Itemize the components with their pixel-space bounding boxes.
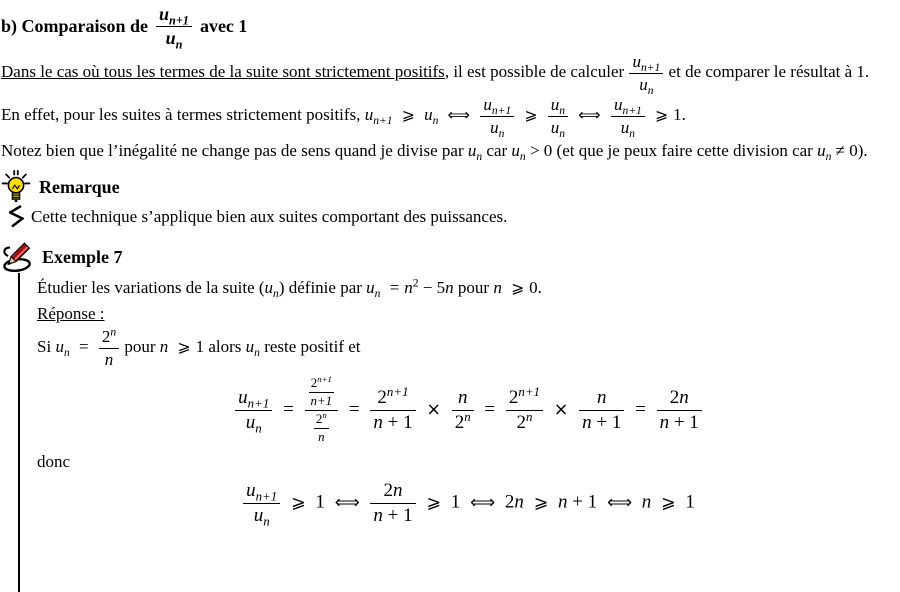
- fraction-denominator: [243, 504, 280, 527]
- math-sub: n: [374, 287, 381, 301]
- text-run: car: [486, 140, 508, 160]
- math-sub: n: [647, 83, 654, 97]
- remark-text: Cette technique s’applique bien aux suites comportant des puissances.: [31, 207, 508, 227]
- math-num: 2: [669, 387, 680, 409]
- equals-symbol: =: [348, 399, 360, 421]
- math-num: 2: [508, 387, 519, 409]
- math-num: + 1: [567, 492, 598, 514]
- red-pencil-icon: [1, 241, 34, 273]
- bulb-glass: [8, 178, 23, 193]
- fraction-u-ratio: [234, 387, 273, 434]
- math-var: u: [364, 105, 374, 125]
- math-var: u: [366, 278, 375, 298]
- math-num: + 1: [669, 412, 699, 434]
- math-num: 1: [685, 492, 695, 514]
- fraction-u-ratio: [610, 95, 646, 141]
- math-sup: n: [464, 409, 471, 425]
- math-var: n: [159, 337, 169, 357]
- math-var: u: [238, 387, 248, 409]
- iff-arrow: ⟺: [447, 105, 471, 125]
- math-var: u: [511, 140, 520, 160]
- bulb-base: [12, 193, 19, 199]
- text-run: En effet, pour les suites à termes strictement positifs,: [1, 105, 361, 125]
- fraction-nested: [304, 376, 340, 444]
- math-var: n+1: [310, 393, 333, 409]
- fraction-result: [656, 387, 703, 434]
- fraction-denominator: [548, 117, 568, 141]
- math-sub: n: [629, 127, 635, 141]
- math-num: 1: [315, 492, 325, 514]
- math-sub: n: [63, 346, 70, 360]
- paragraph-intro: [1, 52, 900, 97]
- math-var: u: [253, 505, 264, 527]
- math-num: 2: [377, 387, 387, 409]
- fraction: [451, 387, 475, 434]
- math-var: n: [641, 492, 652, 514]
- underlined-reponse: Réponse :: [37, 303, 105, 323]
- fraction: [369, 480, 416, 527]
- fraction-u-ratio: [242, 480, 281, 527]
- text-run: pour: [124, 337, 156, 357]
- math-sub: n: [519, 149, 526, 163]
- iff-arrow: ⟺: [470, 493, 496, 514]
- math-var: u: [483, 95, 492, 115]
- fraction-denominator: [579, 411, 624, 434]
- math-num: 2: [101, 327, 111, 347]
- math-sub: n: [559, 127, 566, 141]
- math-num: 2: [454, 412, 465, 434]
- math-var: n: [318, 429, 325, 445]
- times-symbol: ×: [553, 400, 569, 421]
- math-sub: n+1: [491, 104, 512, 118]
- math-num: + 1: [591, 412, 622, 434]
- math-var: u: [55, 337, 64, 357]
- times-symbol: ×: [426, 400, 441, 421]
- math-var: u: [817, 140, 826, 160]
- fraction-denominator: [99, 349, 119, 370]
- math-var: u: [639, 74, 648, 94]
- math-num: 2: [504, 492, 515, 514]
- math-sup: 2: [412, 277, 419, 291]
- math-sub: n: [476, 149, 483, 163]
- math-var: u: [632, 52, 641, 72]
- math-sub: n+1: [169, 13, 189, 28]
- math-sub: n: [175, 36, 183, 51]
- math-var: u: [159, 4, 170, 24]
- equals-symbol: =: [389, 278, 400, 298]
- math-var: n: [557, 492, 568, 514]
- iff-arrow: ⟺: [606, 493, 632, 514]
- math-var: n: [457, 387, 468, 409]
- geq-symbol: ⩾: [533, 493, 549, 514]
- title-suffix: avec 1: [199, 15, 248, 36]
- equals-symbol: =: [78, 337, 89, 357]
- fraction-u-ratio: [479, 95, 515, 141]
- text-run: Étudier les variations de la suite (: [37, 278, 265, 298]
- text-run: , il est possible de calculer: [444, 62, 625, 82]
- example-heading-label: Exemple 7: [42, 247, 123, 268]
- fraction: [578, 387, 625, 434]
- fraction-denominator: [235, 411, 272, 434]
- fraction-2n-over-n: [98, 327, 120, 369]
- formula-conclusion: [37, 480, 900, 527]
- text-run: reste positif et: [264, 337, 361, 357]
- math-sub: n: [273, 287, 279, 301]
- fraction-numerator: [629, 52, 663, 74]
- fraction-numerator: [452, 387, 474, 411]
- math-var: n: [493, 278, 502, 298]
- math-sub: n+1: [622, 104, 642, 118]
- math-var: u: [245, 412, 256, 434]
- fraction-denominator: [611, 117, 645, 141]
- math-var: u: [550, 95, 560, 115]
- geq-symbol: ⩾: [426, 493, 442, 514]
- equals-symbol: =: [484, 399, 496, 421]
- reponse-label: [37, 302, 900, 325]
- fraction-denominator: [506, 411, 543, 434]
- paragraph-en-effet: [1, 95, 900, 141]
- math-var: u: [467, 140, 477, 160]
- math-var: u: [613, 95, 623, 115]
- example-heading: [1, 241, 900, 273]
- math-var: u: [424, 105, 433, 125]
- math-num: 1: [450, 492, 461, 514]
- math-sub: n: [825, 149, 832, 163]
- fraction: [369, 384, 416, 434]
- remark-icon-slot: [1, 205, 31, 228]
- fraction-denominator: [156, 27, 192, 49]
- math-sup: n: [322, 410, 327, 421]
- math-var: n: [597, 387, 607, 409]
- title-prefix: b) Comparaison de: [1, 15, 149, 36]
- math-num: 2: [315, 411, 323, 427]
- example-body: [18, 273, 900, 592]
- iff-arrow: ⟺: [334, 493, 360, 514]
- math-sup: n+1: [386, 384, 409, 400]
- fraction-u-ratio: [628, 52, 664, 97]
- geq-symbol: ⩾: [655, 105, 669, 125]
- math-sup: n+1: [518, 384, 541, 400]
- geq-symbol: ⩾: [290, 493, 306, 514]
- remark-heading: [1, 170, 900, 204]
- fraction-mini: [313, 412, 330, 445]
- fraction-numerator: [314, 412, 329, 429]
- text-run: Si: [37, 337, 52, 357]
- math-sub: n: [498, 127, 505, 141]
- math-var: n: [104, 349, 114, 369]
- fraction: [505, 384, 544, 434]
- fraction-denominator: [370, 411, 415, 434]
- text-run: ) définie par: [278, 278, 362, 298]
- math-sub: n: [559, 104, 566, 118]
- fraction-numerator: [480, 95, 514, 117]
- swoosh-top: [4, 248, 10, 256]
- math-var: u: [620, 118, 630, 138]
- fraction-numerator: [657, 387, 702, 411]
- math-sup: n: [525, 409, 533, 425]
- math-num: 2: [516, 412, 526, 434]
- fraction-numerator: [305, 376, 339, 411]
- geq-symbol: ⩾: [660, 493, 676, 514]
- zigzag-icon: [9, 205, 24, 228]
- example-section: [1, 241, 900, 592]
- underlined-statement: Dans le cas où tous les termes de la suite sont strictement positifs: [1, 62, 445, 82]
- fraction-denominator: [629, 74, 663, 95]
- text-run: ≠ 0).: [835, 140, 868, 160]
- math-sub: n: [254, 346, 260, 360]
- math-sup: n: [110, 326, 117, 340]
- equals-symbol: =: [283, 399, 294, 421]
- math-num: + 1: [382, 412, 413, 434]
- math-num: 2: [310, 375, 318, 391]
- text-run: 0.: [529, 278, 542, 298]
- math-var: u: [264, 278, 274, 298]
- equals-symbol: =: [635, 399, 646, 421]
- math-var: n: [373, 505, 383, 527]
- text-run: pour: [457, 278, 490, 298]
- fraction-numerator: [99, 327, 119, 349]
- fraction-numerator: [506, 384, 543, 411]
- text-run: et de comparer le résultat à 1.: [668, 62, 870, 82]
- fraction-numerator: [370, 384, 415, 411]
- fraction-numerator: [611, 95, 645, 117]
- text-run: 1.: [673, 105, 686, 125]
- math-sub: n: [432, 114, 439, 128]
- math-var: u: [550, 118, 560, 138]
- math-var: u: [245, 337, 255, 357]
- text-run: − 5: [422, 278, 446, 298]
- math-sub: n: [255, 420, 262, 436]
- math-var: u: [165, 27, 176, 48]
- fraction-denominator: [657, 411, 702, 434]
- math-sub: n+1: [373, 114, 393, 128]
- geq-symbol: ⩾: [177, 337, 191, 357]
- math-var: n: [393, 480, 403, 502]
- math-sub: n+1: [247, 395, 270, 411]
- math-sup: n+1: [317, 374, 332, 385]
- fraction-denominator: [480, 117, 514, 141]
- fraction-mini: [308, 376, 336, 409]
- text-run: Notez bien que l’inégalité ne change pas de sens quand je divise par: [1, 140, 464, 160]
- donc-label: [37, 450, 900, 473]
- math-num: + 1: [382, 505, 413, 527]
- fraction-numerator: [235, 387, 272, 411]
- math-var: n: [404, 278, 413, 298]
- remark-body: [1, 205, 900, 228]
- fraction-denominator: [452, 411, 474, 434]
- fraction-u-ratio: [155, 4, 193, 51]
- math-var: n: [659, 412, 670, 434]
- math-num: 2: [383, 480, 394, 502]
- example-task: [37, 276, 900, 299]
- text-run: 1 alors: [195, 337, 242, 357]
- example-hypothesis: [37, 327, 900, 369]
- remark-heading-label: Remarque: [39, 176, 120, 197]
- lightbulb-icon: [1, 170, 31, 204]
- text-run: donc: [37, 451, 71, 471]
- math-var: n: [514, 492, 524, 514]
- geq-symbol: ⩾: [524, 105, 538, 125]
- fraction-numerator: [243, 480, 280, 504]
- iff-arrow: ⟺: [578, 105, 601, 125]
- math-sub: n: [263, 513, 270, 529]
- math-sub: n+1: [255, 488, 278, 504]
- geq-symbol: ⩾: [401, 105, 415, 125]
- math-var: n: [445, 278, 454, 298]
- remark-section: [1, 170, 900, 228]
- fraction-un-over-un: [547, 95, 569, 141]
- geq-symbol: ⩾: [511, 278, 525, 298]
- math-var: u: [246, 480, 256, 502]
- fraction-numerator: [309, 376, 335, 393]
- math-sub: n+1: [640, 61, 661, 75]
- formula-ratio-computation: [37, 376, 900, 444]
- math-var: n: [373, 412, 383, 434]
- fraction-denominator: [305, 411, 339, 445]
- math-var: n: [582, 412, 592, 434]
- fraction-denominator: [309, 393, 335, 409]
- text-run: > 0 (et que je peux faire cette division car: [529, 140, 813, 160]
- fraction-numerator: [579, 387, 624, 411]
- fraction-numerator: [370, 480, 415, 504]
- fraction-numerator: [548, 95, 568, 117]
- math-var: n: [679, 387, 689, 409]
- fraction-denominator: [314, 429, 329, 445]
- math-var: u: [490, 118, 499, 138]
- section-title: [1, 2, 900, 51]
- paragraph-notez-bien: [1, 139, 900, 162]
- fraction-denominator: [370, 504, 415, 527]
- fraction-numerator: [156, 4, 192, 27]
